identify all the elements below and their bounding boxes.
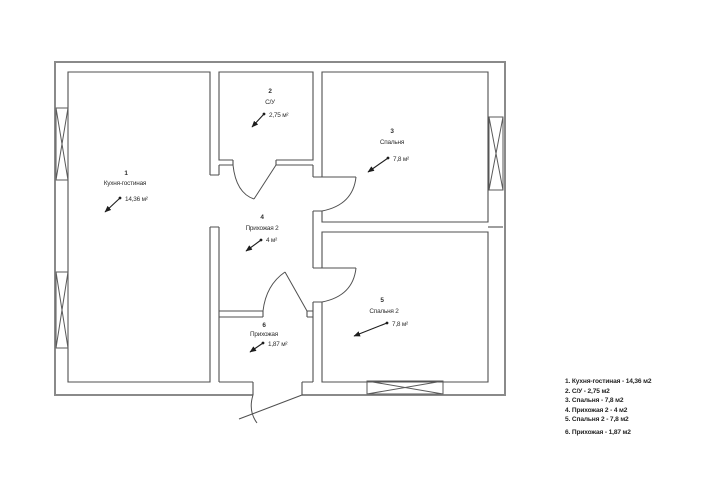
legend-item: 1. Кухня-гостиная - 14,36 м2 (565, 378, 652, 385)
room-label-bedroom (380, 128, 409, 163)
area-leader-arrow-6 (250, 342, 264, 352)
room-name: С/У (265, 99, 275, 106)
legend-item: 5. Спальня 2 - 7,8 м2 (565, 416, 629, 424)
legend-item: 4. Прихожая 2 - 4 м2 (565, 406, 628, 414)
door-symbol-hallway-entry (263, 272, 307, 311)
area-leader-arrow-1 (105, 197, 121, 212)
area-leader-arrow-2 (252, 113, 265, 127)
hallway-entry-divider-wall (219, 311, 313, 317)
room-area: 1,87 м² (268, 341, 288, 348)
window-symbol-right (489, 117, 503, 190)
legend-item: 2. С/У - 2,75 м2 (565, 387, 610, 395)
room-area: 7,8 м² (393, 156, 409, 163)
room-label-bathroom (265, 88, 288, 119)
room-bathroom-walls (219, 72, 313, 165)
room-name: Спальня 2 (369, 308, 399, 315)
room-area: 14,36 м² (125, 196, 148, 203)
room-bedroom-walls (322, 72, 488, 222)
window-symbol-bottom (367, 381, 443, 394)
room-bedroom2-walls (322, 232, 488, 382)
area-leader-arrow-5 (354, 322, 388, 336)
room-name: Прихожая (249, 331, 279, 338)
room-number: 4 (260, 214, 264, 221)
room-number: 1 (124, 170, 128, 177)
room-label-hallway2 (246, 214, 280, 244)
door-symbol-entrance (239, 395, 302, 423)
room-label-bedroom2 (369, 297, 408, 328)
room-name: Прихожая 2 (245, 225, 279, 232)
door-symbol-bedroom2 (322, 268, 356, 302)
legend-item: 6. Прихожая - 1,87 м2 (565, 428, 631, 436)
room-area: 4 м² (266, 237, 278, 244)
room-label-kitchen-living (104, 170, 148, 203)
room-number: 6 (262, 322, 266, 329)
room-name: Спальня (379, 139, 405, 146)
room-area: 7,8 м² (392, 321, 408, 328)
door-symbol-bedroom (322, 177, 356, 211)
room-number: 5 (380, 297, 384, 304)
room-label-entry (250, 322, 287, 348)
hallway-left-wall (210, 165, 219, 382)
area-leader-arrow-3 (368, 157, 389, 172)
legend-item: 3. Спальня - 7,8 м2 (565, 397, 624, 405)
room-name: Кухня-гостиная (103, 180, 147, 187)
room-legend (565, 377, 651, 438)
area-leader-arrow-4 (246, 239, 262, 251)
door-symbol-bathroom (233, 165, 276, 199)
room-number: 2 (268, 88, 272, 95)
window-symbol-left-upper (56, 108, 68, 180)
room-kitchen-living-walls (68, 72, 210, 382)
room-entry-walls (219, 382, 313, 395)
room-number: 3 (390, 128, 394, 135)
window-symbol-left-lower (56, 272, 68, 348)
hallway-right-wall (313, 165, 322, 382)
room-area: 2,75 м² (269, 112, 289, 119)
